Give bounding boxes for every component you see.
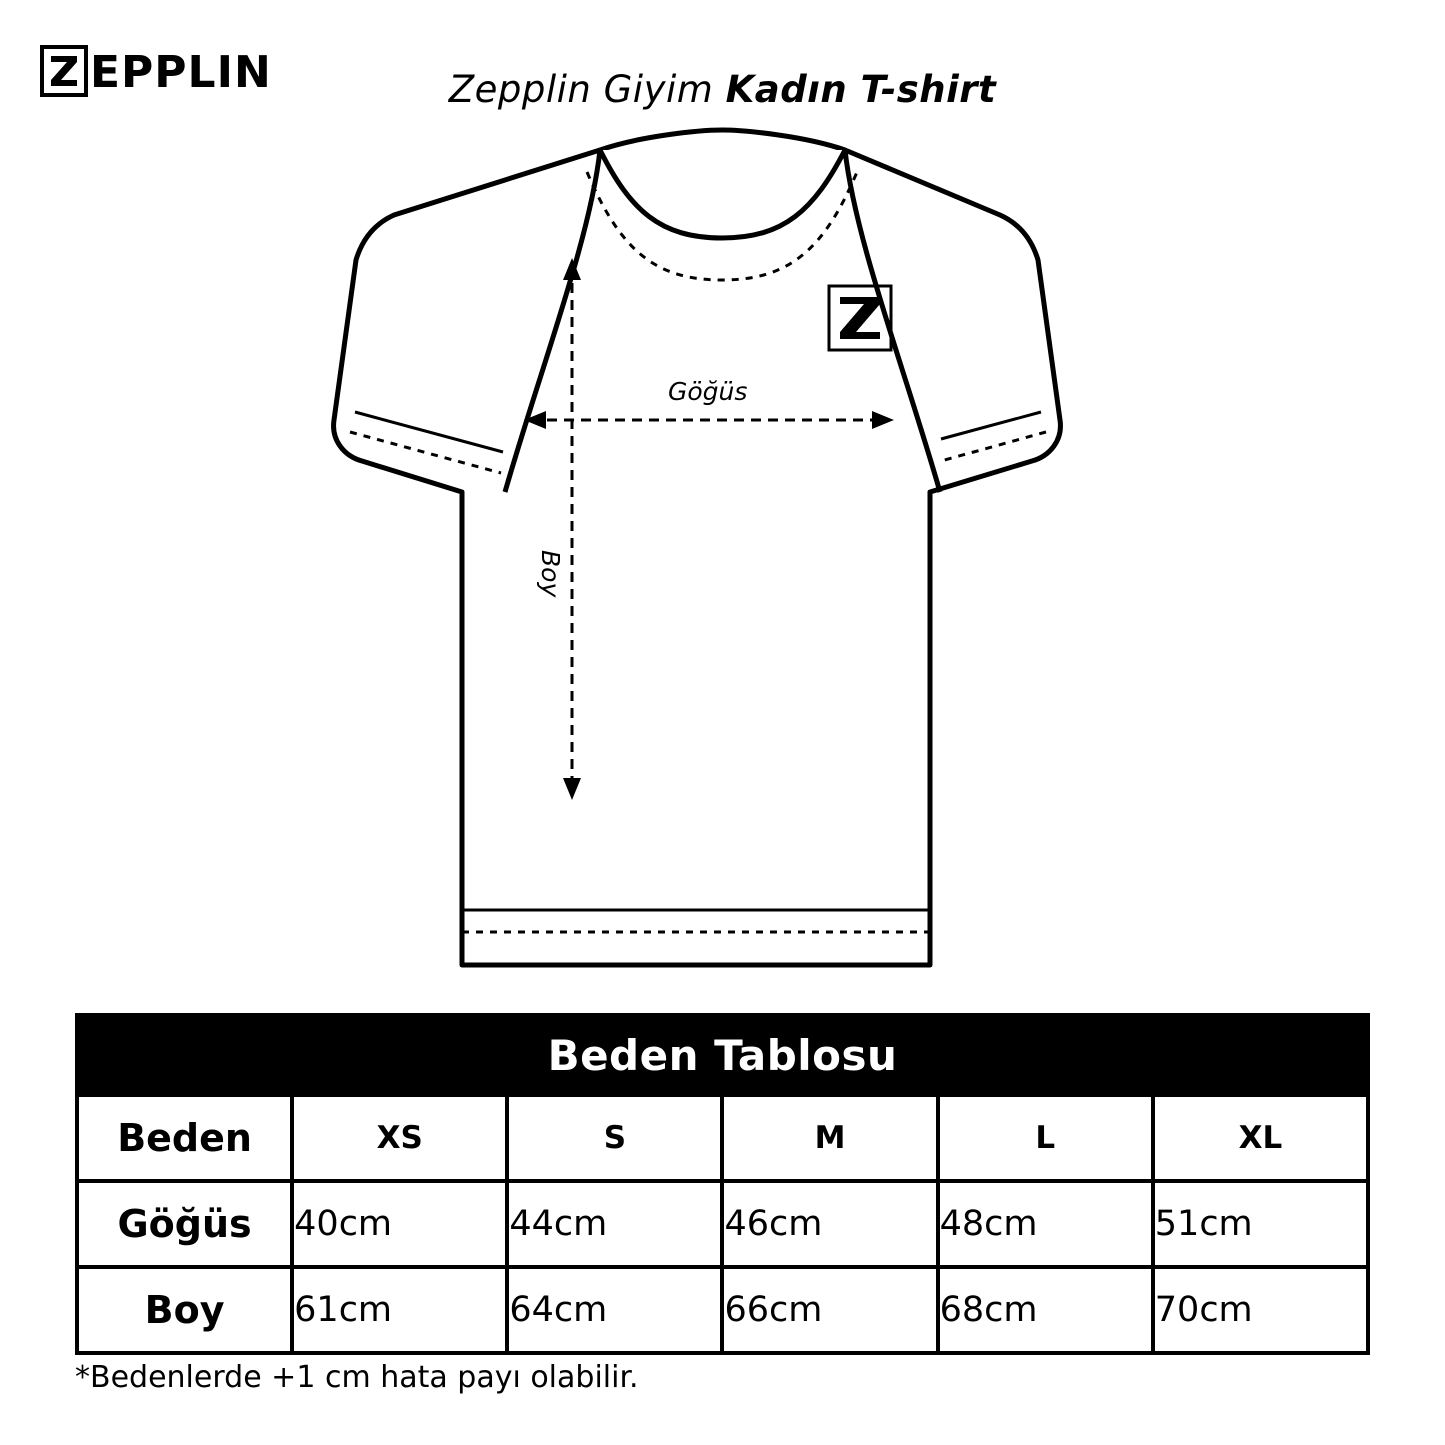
size-table	[75, 1013, 1370, 1355]
size-table-container	[75, 1013, 1370, 1355]
header-cell-m: M	[722, 1095, 937, 1181]
table-row	[77, 1267, 1368, 1353]
page-title-bold: Kadın T-shirt	[725, 68, 997, 111]
header-cell-l: L	[938, 1095, 1153, 1181]
cell-boy-l: 68cm	[938, 1267, 1153, 1353]
cell-gogus-xl: 51cm	[1153, 1181, 1368, 1267]
table-note: *Bedenlerde +1 cm hata payı olabilir.	[75, 1360, 639, 1395]
page-title-light: Zepplin Giyim	[448, 68, 726, 111]
cell-boy-xs: 61cm	[292, 1267, 507, 1353]
table-row	[77, 1181, 1368, 1267]
header-cell-xs: XS	[292, 1095, 507, 1181]
row-label-boy: Boy	[77, 1267, 292, 1353]
cell-boy-xl: 70cm	[1153, 1267, 1368, 1353]
tshirt-illustration	[0, 120, 1445, 1000]
cell-gogus-s: 44cm	[507, 1181, 722, 1267]
tshirt-drawing	[0, 120, 1445, 1000]
brand-name: EPPLIN	[90, 47, 272, 98]
cell-gogus-m: 46cm	[722, 1181, 937, 1267]
page-title	[0, 68, 1445, 111]
page-header	[0, 0, 1445, 140]
cell-gogus-xs: 40cm	[292, 1181, 507, 1267]
row-label-gogus: Göğüs	[77, 1181, 292, 1267]
header-cell-beden: Beden	[77, 1095, 292, 1181]
header-cell-xl: XL	[1153, 1095, 1368, 1181]
cell-boy-s: 64cm	[507, 1267, 722, 1353]
chest-measure-label: Göğüs	[668, 377, 748, 406]
cell-boy-m: 66cm	[722, 1267, 937, 1353]
table-title: Beden Tablosu	[77, 1015, 1368, 1095]
table-header-row	[77, 1095, 1368, 1181]
cell-gogus-l: 48cm	[938, 1181, 1153, 1267]
table-title-row	[77, 1015, 1368, 1095]
length-measure-label: Boy	[536, 550, 565, 598]
header-cell-s: S	[507, 1095, 722, 1181]
